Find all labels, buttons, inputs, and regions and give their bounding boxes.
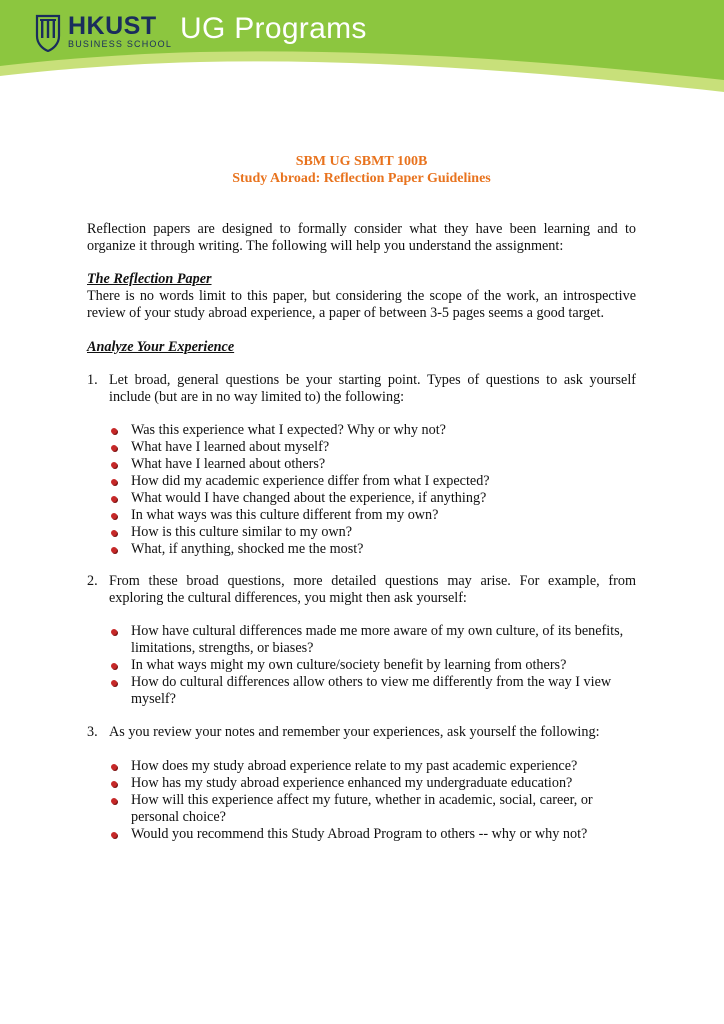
- hkust-logo[interactable]: [34, 10, 172, 54]
- bullet-item: How is this culture similar to my own?: [109, 524, 636, 541]
- bullet-item: How did my academic experience differ from what I expected?: [109, 473, 636, 490]
- section-title-reflection-paper: The Reflection Paper: [87, 271, 212, 287]
- bullet-item: How have cultural differences made me more aware of my own culture, of its benefits, limitations, strengths, or biases?: [109, 623, 636, 657]
- item-number: 1.: [87, 372, 98, 388]
- hkust-crest-icon: [34, 12, 62, 52]
- bullet-list-2: [109, 623, 636, 708]
- bullet-icon: [111, 680, 117, 686]
- section-title-analyze: Analyze Your Experience: [87, 339, 235, 355]
- bullet-icon: [111, 832, 117, 838]
- course-code: SBM UG SBMT 100B: [295, 154, 428, 169]
- bullet-item: How do cultural differences allow others to view me differently from the way I view myself?: [109, 674, 636, 708]
- bullet-item: In what ways might my own culture/society benefit by learning from others?: [109, 657, 636, 674]
- bullet-icon: [111, 428, 117, 434]
- numbered-item-3: [87, 724, 636, 741]
- bullet-icon: [111, 547, 117, 553]
- item-number: 2.: [87, 573, 98, 589]
- bullet-icon: [111, 663, 117, 669]
- bullet-icon: [111, 764, 117, 770]
- logo-subtitle: BUSINESS SCHOOL: [68, 39, 173, 49]
- document-title: Study Abroad: Reflection Paper Guidelines: [232, 171, 491, 186]
- bullet-list-1: [109, 422, 636, 558]
- bullet-icon: [111, 445, 117, 451]
- bullet-icon: [111, 530, 117, 536]
- item-text: As you review your notes and remember your experiences, ask yourself the following:: [109, 724, 600, 740]
- bullet-icon: [111, 798, 117, 804]
- numbered-item-1: [87, 372, 636, 406]
- bullet-icon: [111, 496, 117, 502]
- bullet-item: What, if anything, shocked me the most?: [109, 541, 636, 558]
- item-number: 3.: [87, 724, 98, 740]
- bullet-item: In what ways was this culture different from my own?: [109, 507, 636, 524]
- bullet-icon: [111, 513, 117, 519]
- bullet-icon: [111, 781, 117, 787]
- bullet-item: What would I have changed about the experience, if anything?: [109, 490, 636, 507]
- bullet-item: What have I learned about others?: [109, 456, 636, 473]
- bullet-item: How does my study abroad experience relate to my past academic experience?: [109, 758, 636, 775]
- bullet-item: How will this experience affect my future, whether in academic, social, career, or personal choice?: [109, 792, 636, 826]
- bullet-icon: [111, 479, 117, 485]
- bullet-item: Was this experience what I expected? Why or why not?: [109, 422, 636, 439]
- bullet-item: What have I learned about myself?: [109, 439, 636, 456]
- intro-paragraph: Reflection papers are designed to formally consider what they have been learning and to organize it through writing. The following will help you understand the assignment:: [87, 221, 636, 254]
- program-title: UG Programs: [180, 12, 367, 45]
- item-text: From these broad questions, more detailed questions may arise. For example, from exploring the cultural differences, you might then ask yourself:: [109, 573, 636, 606]
- reflection-paper-text: There is no words limit to this paper, but considering the scope of the work, an introspective review of your study abroad experience, a paper of between 3-5 pages seems a good target.: [87, 288, 636, 321]
- bullet-icon: [111, 629, 117, 635]
- item-text: Let broad, general questions be your starting point. Types of questions to ask yourself include (but are in no way limited to) the following:: [109, 372, 636, 405]
- bullet-item: Would you recommend this Study Abroad Program to others -- why or why not?: [109, 826, 636, 843]
- bullet-item: How has my study abroad experience enhanced my undergraduate education?: [109, 775, 636, 792]
- bullet-list-3: [109, 758, 636, 843]
- bullet-icon: [111, 462, 117, 468]
- numbered-item-2: [87, 573, 636, 607]
- logo-name: HKUST: [68, 12, 157, 40]
